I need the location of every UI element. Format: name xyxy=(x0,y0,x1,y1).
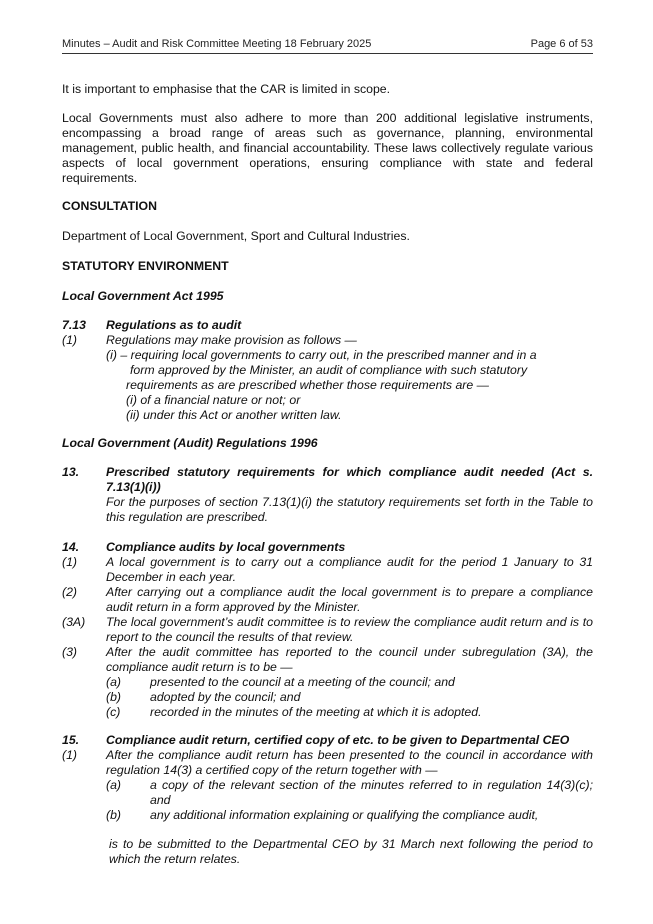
paragraph-text: presented to the council at a meeting of the council; and xyxy=(150,675,455,689)
paragraph-number: (c) xyxy=(106,705,121,719)
regulations-title: Local Government (Audit) Regulations 1996 xyxy=(62,436,318,450)
subregulation-text: The local government’s audit committee is to review the compliance audit return and is to report to the council the results of that review. xyxy=(106,615,593,644)
paragraph-number: (b) xyxy=(106,690,122,704)
paragraph-number: (a) xyxy=(106,675,122,689)
paragraph-text: adopted by the council; and xyxy=(150,690,301,704)
consultation-heading: CONSULTATION xyxy=(62,199,157,213)
statutory-heading: STATUTORY ENVIRONMENT xyxy=(62,259,229,273)
section-number: 7.13 xyxy=(62,318,86,332)
list-item: requirements as are prescribed whether those requirements are — xyxy=(126,378,489,392)
subregulation-number: (1) xyxy=(62,555,78,569)
subregulation-text: After the audit committee has reported to the council under subregulation (3A), the compliance audit return is to be — xyxy=(106,645,593,674)
regulation-text: For the purposes of section 7.13(1)(i) the statutory requirements set forth in the Table to this regulation are prescribed. xyxy=(106,495,593,524)
subregulation-number: (2) xyxy=(62,585,78,599)
header-divider xyxy=(62,53,593,54)
subregulation-number: (3A) xyxy=(62,615,86,629)
list-item: form approved by the Minister, an audit of compliance with such statutory xyxy=(130,363,528,377)
list-item: (i) of a financial nature or not; or xyxy=(126,393,301,407)
header-title: Minutes – Audit and Risk Committee Meeting 18 February 2025 xyxy=(62,38,372,50)
subregulation-text: A local government is to carry out a compliance audit for the period 1 January to 31 December in each year. xyxy=(106,555,593,584)
regulation-number: 14. xyxy=(62,540,80,554)
paragraph-number: (b) xyxy=(106,808,122,822)
page-header xyxy=(62,38,593,50)
list-item: (ii) under this Act or another written law. xyxy=(126,408,342,422)
subsection-text: Regulations may make provision as follows — xyxy=(106,333,357,347)
paragraph-number: (a) xyxy=(106,778,122,792)
regulation-number: 15. xyxy=(62,733,80,747)
regulation-number: 13. xyxy=(62,465,80,479)
paragraph-car-scope: It is important to emphasise that the CAR is limited in scope. xyxy=(62,82,391,96)
act-title: Local Government Act 1995 xyxy=(62,289,224,303)
subregulation-text: After carrying out a compliance audit the local government is to prepare a compliance audit return in a form approved by the Minister. xyxy=(106,585,593,614)
paragraph-text: a copy of the relevant section of the minutes referred to in regulation 14(3)(c); and xyxy=(150,778,593,807)
consultation-text: Department of Local Government, Sport and Cultural Industries. xyxy=(62,229,410,243)
subregulation-number: (3) xyxy=(62,645,78,659)
paragraph-text: recorded in the minutes of the meeting at which it is adopted. xyxy=(150,705,482,719)
subsection-number: (1) xyxy=(62,333,78,347)
regulation-title: Compliance audit return, certified copy of etc. to be given to Departmental CEO xyxy=(106,733,570,747)
subregulation-number: (1) xyxy=(62,748,78,762)
paragraph-legislative-instruments: Local Governments must also adhere to more than 200 additional legislative instruments, encompassing a broad range of areas such as governance, planning, environmental management, public health, and financial accountability. These laws collectively regulate various aspects of local government operations, ensuring compliance with state and federal requirements. xyxy=(62,111,593,185)
subregulation-text: After the compliance audit return has been presented to the council in accordance with regulation 14(3) a certified copy of the return together with — xyxy=(106,748,593,777)
page-number: Page 6 of 53 xyxy=(530,38,593,50)
list-item: (i) – requiring local governments to carry out, in the prescribed manner and in a xyxy=(106,348,537,362)
closing-text: is to be submitted to the Departmental CEO by 31 March next following the period to which the return relates. xyxy=(109,837,593,866)
regulation-title: Compliance audits by local governments xyxy=(106,540,346,554)
regulation-title: Prescribed statutory requirements for which compliance audit needed (Act s. 7.13(1)(i)) xyxy=(106,465,593,494)
paragraph-text: any additional information explaining or qualifying the compliance audit, xyxy=(150,808,539,822)
section-title: Regulations as to audit xyxy=(106,318,242,332)
